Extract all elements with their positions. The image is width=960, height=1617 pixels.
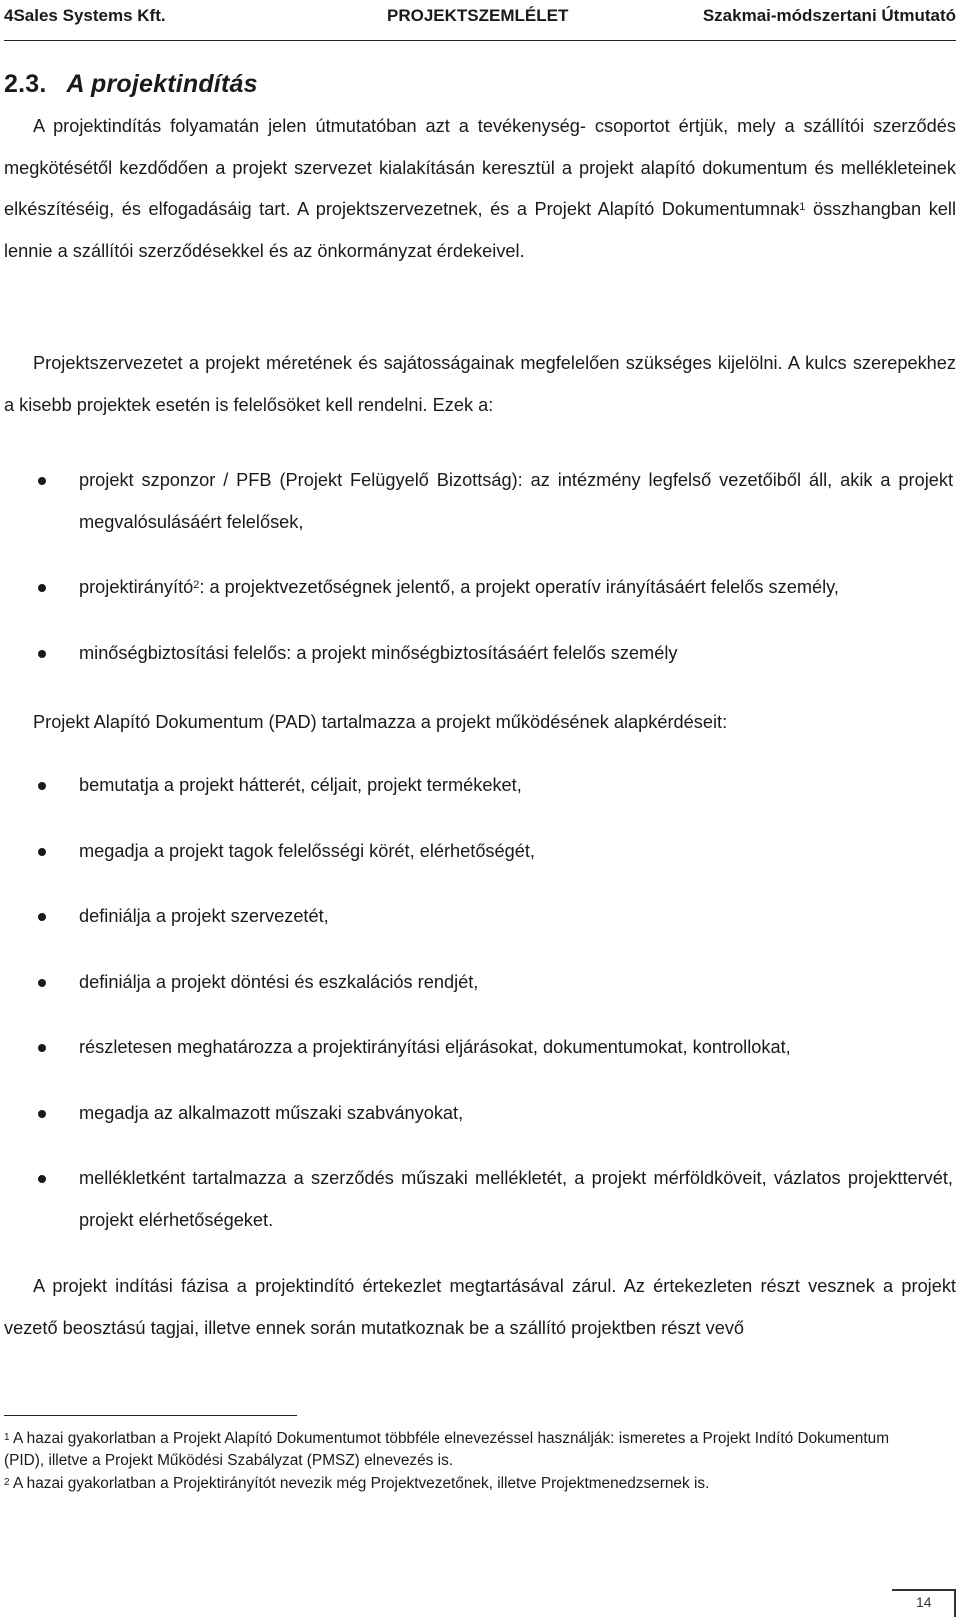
list-item-text: definiálja a projekt döntési és eszkalációs rendjét,: [79, 971, 479, 992]
footnotes: [4, 1428, 904, 1497]
bullet-icon: [38, 1175, 46, 1183]
bullet-icon: [38, 782, 46, 790]
footnote-2-number: 2: [4, 1477, 10, 1488]
list-item: [0, 896, 953, 938]
footnote-2-text: A hazai gyakorlatban a Projektirányítót nevezik még Projektvezetőnek, illetve Projektmenedzsernek is.: [9, 1475, 710, 1492]
footnote-1: [4, 1428, 904, 1471]
paragraph-intro-text-cont: összhangban kell lennie a szállítói szerződésekkel és az önkormányzat érdekeivel.: [4, 199, 956, 261]
page-header: [4, 6, 956, 41]
header-company: 4Sales Systems Kft.: [4, 6, 166, 25]
page-number-rule: [892, 1589, 954, 1591]
list-item-text: bemutatja a projekt hátterét, céljait, projekt termékeket,: [79, 775, 522, 795]
pad-contents-list: [0, 765, 960, 1241]
bullet-icon: [38, 584, 46, 592]
footnote-ref-2[interactable]: 2: [193, 579, 200, 591]
section-number: 2.3.: [4, 70, 47, 98]
paragraph-pad: Projekt Alapító Dokumentum (PAD) tartalmazza a projekt működésének alapkérdéseit:: [33, 712, 728, 732]
paragraph-intro-text: A projektindítás folyamatán jelen útmutatóban azt a tevékenység- csoportot értjük, mely a szállítói szerződés megkötésétől kezdődően a projekt szervezet kialakításán keresztül a projekt alapító dokumentum és mellékleteinek elkészítéséig, és elfogadásáig tart. A projektszervezetnek, és a Projekt Alapító Dokumentumnak: [4, 116, 956, 219]
footnote-1-text: A hazai gyakorlatban a Projekt Alapító Dokumentumot többféle elnevezéssel használják: ismeretes a Projekt Indító Dokumentum (PID), illetve a Projekt Működési Szabályzat (PMSZ) elnevezés is.: [4, 1430, 890, 1469]
paragraph-intro: [4, 106, 956, 272]
header-doc-type: Szakmai-módszertani Útmutató: [702, 6, 956, 25]
list-item-text: definiálja a projekt szervezetét,: [79, 906, 329, 926]
bullet-icon: [38, 913, 46, 921]
section-title: A projektindítás: [66, 70, 258, 98]
footnote-separator: [4, 1415, 297, 1416]
list-item: [0, 765, 953, 807]
header-topic: PROJEKTSZEMLÉLET: [387, 6, 569, 25]
list-item: [0, 831, 953, 873]
list-item-text-cont: : a projektvezetőségnek jelentő, a projekt operatív irányításáért felelős személy,: [199, 577, 839, 597]
list-item-text: mellékletként tartalmazza a szerződés műszaki mellékletét, a projekt mérföldköveit, vázlatos projekttervét, projekt elérhetőségeket.: [79, 1168, 953, 1230]
page-number: 14: [916, 1594, 932, 1610]
list-item: [0, 567, 953, 609]
footnote-2: [4, 1473, 904, 1495]
list-item: [0, 1027, 953, 1069]
bullet-icon: [38, 1044, 46, 1052]
bullet-icon: [38, 979, 46, 987]
list-item-text: részletesen meghatározza a projektirányítási eljárásokat, dokumentumokat, kontrollokat,: [79, 1037, 791, 1057]
list-item-text: projekt szponzor / PFB (Projekt Felügyelő Bizottság): az intézmény legfelső vezetőiből áll, akik a projekt megvalósulásáért felelősek,: [79, 470, 953, 532]
roles-list: [0, 460, 960, 674]
footnote-1-number: 1: [4, 1432, 10, 1443]
list-item: [0, 633, 953, 675]
list-item-text: megadja a projekt tagok felelősségi körét, elérhetőségét,: [79, 840, 535, 861]
list-item-text: projektirányító: [79, 577, 194, 597]
paragraph-organization: Projektszervezetet a projekt méretének és sajátosságainak megfelelően szükséges kijelölni. A kulcs szerepekhez a kisebb projektek esetén is felelősöket kell rendelni. Ezek a:: [4, 353, 956, 415]
section-heading: [4, 70, 258, 99]
page-number-box: [892, 1567, 960, 1617]
list-item: [0, 460, 953, 543]
list-item: [0, 962, 953, 1004]
bullet-icon: [38, 477, 46, 485]
list-item-text: megadja az alkalmazott műszaki szabványokat,: [79, 1102, 464, 1123]
bullet-icon: [38, 1110, 46, 1118]
list-item: [0, 1158, 953, 1241]
footnote-ref-1[interactable]: 1: [799, 201, 806, 213]
bullet-icon: [38, 650, 46, 658]
paragraph-kickoff: A projekt indítási fázisa a projektindító értekezlet megtartásával zárul. Az értekezleten részt vesznek a projekt vezető beosztású tagjai, illetve ennek során mutatkoznak be a szállító projektben részt vevő: [4, 1276, 956, 1338]
list-item: [0, 1093, 953, 1135]
page-number-rule-vertical: [954, 1589, 956, 1617]
list-item-text: minőségbiztosítási felelős: a projekt minőségbiztosításáért felelős személy: [79, 642, 678, 663]
bullet-icon: [38, 848, 46, 856]
